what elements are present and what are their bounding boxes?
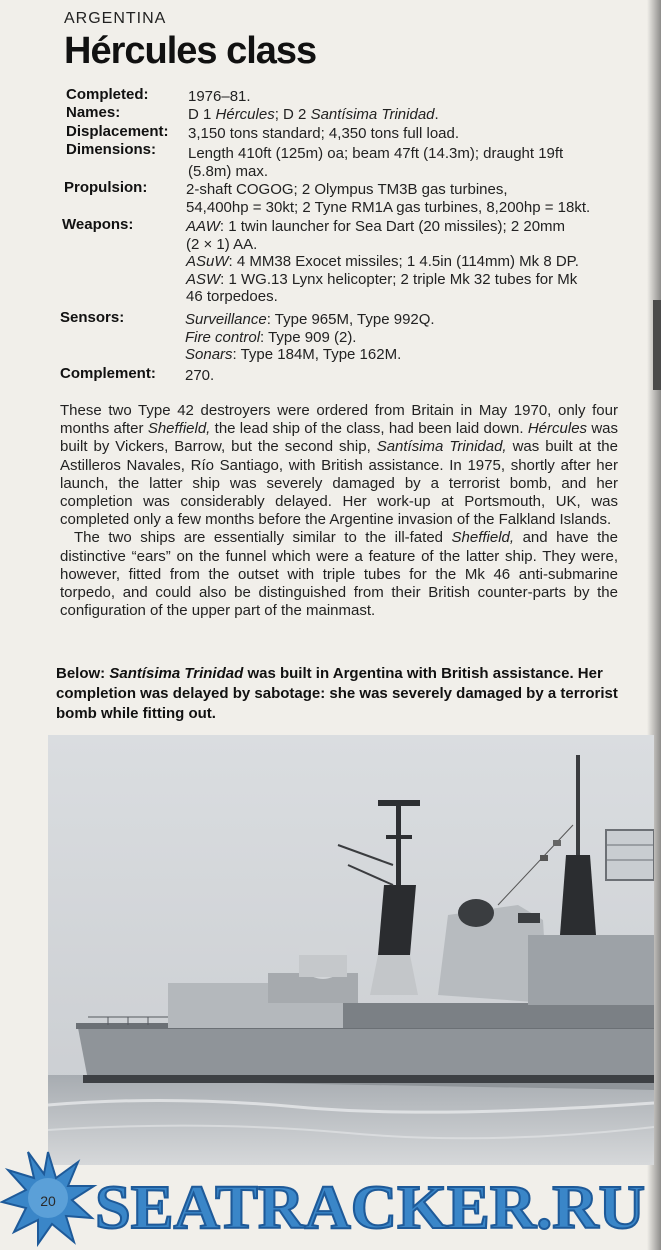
names-value: D 1 Hércules; D 2 Santísima Trinidad. <box>188 106 439 123</box>
page-title: Hércules class <box>64 30 317 72</box>
photo-caption: Below: Santísima Trinidad was built in Argentina with British assistance. Her completion was delayed by sabotage: she was severely damaged by a terrorist bomb while fitting out. <box>56 665 618 722</box>
paragraph-design: The two ships are essentially similar to the ill-fated Sheffield, and have the distinctive “ears” on the funnel which were a feature of the latter ship. They were, however, fitted from the outset with triple tubes for the Mk 46 anti-submarine torpedo, and could also be distinguished from their British counter-parts by the configuration of the upper part of the mainmast. <box>60 529 618 620</box>
propulsion-value: 2-shaft COGOG; 2 Olympus TM3B gas turbines, 54,400hp = 30kt; 2 Tyne RM1A gas turbines, 8,200hp = 18kt. <box>186 181 591 216</box>
complement-value: 270. <box>185 367 215 384</box>
displacement-value: 3,150 tons standard; 4,350 tons full load. <box>188 125 460 142</box>
dimensions-value: Length 410ft (125m) oa; beam 47ft (14.3m); draught 19ft (5.8m) max. <box>188 145 564 180</box>
ship-photograph <box>48 735 654 1165</box>
weapons-label: Weapons: <box>62 216 134 233</box>
weapons-value: AAW: 1 twin launcher for Sea Dart (20 missiles); 2 20mm (2 × 1) AA. ASuW: 4 MM38 Exocet missiles; 1 4.5in (114mm) Mk 8 DP. ASW: 1 WG.13 Lynx helicopter; 2 triple Mk 32 tubes for Mk 46 torpedoes. <box>186 218 579 305</box>
page-edge-strip <box>653 300 661 390</box>
completed-value: 1976–81. <box>188 88 251 105</box>
watermark-text: SEATRACKER.RU <box>95 1174 645 1242</box>
propulsion-label: Propulsion: <box>64 179 148 196</box>
completed-label: Completed: <box>66 86 149 103</box>
complement-label: Complement: <box>60 365 156 382</box>
sensors-value: Surveillance: Type 965M, Type 992Q. Fire control: Type 909 (2). Sonars: Type 184M, Type 162M. <box>185 311 435 363</box>
country-label: ARGENTINA <box>64 10 167 27</box>
page-number: 20 <box>40 1193 56 1209</box>
displacement-label: Displacement: <box>66 123 169 140</box>
paragraph-history: These two Type 42 destroyers were ordered from Britain in May 1970, only four months after Sheffield, the lead ship of the class, had been laid down. Hércules was built by Vickers, Barrow, but the second ship, Santísima Trinidad, was built at the Astilleros Navales, Río Santiago, with British assistance. In 1975, shortly after her launch, the latter ship was severely damaged by a terrorist bomb, and her completion was considerably delayed. Her work-up at Portsmouth, UK, was completed only a few months before the Argentine invasion of the Falkland Islands. <box>60 402 619 529</box>
dimensions-label: Dimensions: <box>66 141 157 158</box>
body-text <box>60 402 618 620</box>
names-label: Names: <box>66 104 121 121</box>
seatracker-watermark <box>0 1150 661 1250</box>
sensors-label: Sensors: <box>60 309 125 326</box>
